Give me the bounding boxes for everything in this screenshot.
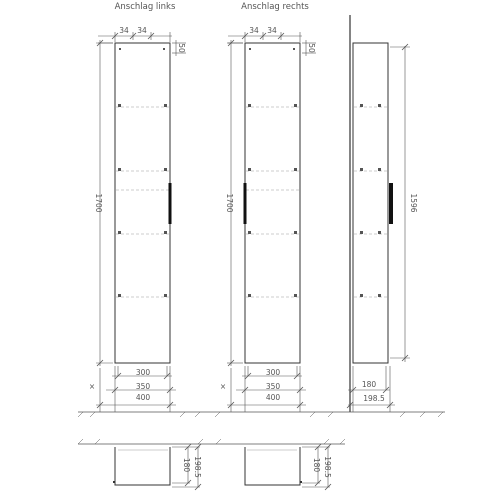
dim-180-side: 180 — [361, 380, 377, 389]
dim-34-b-right: 34 — [267, 26, 277, 35]
dim-1700-right: 1700 — [225, 193, 234, 213]
dim-50-right: 50 — [307, 43, 316, 53]
dim-34-a-right: 34 — [249, 26, 259, 35]
side-view — [350, 15, 393, 412]
header-right: Anschlag rechts — [241, 2, 309, 12]
side-dims — [348, 46, 410, 412]
handle-side — [389, 183, 393, 224]
dim-400-right: 400 — [265, 393, 281, 402]
dim-34-a-left: 34 — [119, 26, 129, 35]
dim-180-plan-right: 180 — [312, 457, 321, 473]
handle-right — [244, 183, 247, 224]
dim-198-5-plan-right: 198.5 — [323, 456, 332, 478]
cabinet-body-left — [115, 43, 170, 363]
dim-350-right: 350 — [265, 382, 281, 391]
floor-line — [78, 412, 445, 417]
front-view-right — [244, 43, 301, 363]
dim-400-left: 400 — [135, 393, 151, 402]
dim-180-plan-left: 180 — [182, 457, 191, 473]
front-view-left — [115, 43, 172, 363]
dim-50-left: 50 — [177, 43, 186, 53]
cabinet-side — [353, 43, 388, 363]
dim-350-left: 350 — [135, 382, 151, 391]
shelves-left — [116, 107, 169, 297]
dim-1700-left: 1700 — [94, 193, 103, 213]
dim-198-5-plan-left: 198.5 — [193, 456, 202, 478]
dim-300-left: 300 — [135, 368, 151, 377]
plan-cabinet-left — [115, 447, 170, 485]
dim-1596: 1596 — [409, 193, 418, 213]
plan-view — [78, 439, 345, 490]
dim-198-5-side: 198.5 — [363, 394, 385, 403]
header-left: Anschlag links — [114, 2, 176, 12]
svg-text:×: × — [219, 382, 227, 391]
shelf-supports-left — [118, 48, 167, 297]
shelf-supports-right — [248, 48, 297, 297]
plan-cabinet-right — [245, 447, 300, 485]
svg-text:×: × — [88, 382, 96, 391]
cabinet-body-right — [245, 43, 300, 363]
shelves-right — [246, 107, 299, 297]
dim-300-right: 300 — [265, 368, 281, 377]
handle-left — [169, 183, 172, 224]
dim-34-b-left: 34 — [137, 26, 147, 35]
